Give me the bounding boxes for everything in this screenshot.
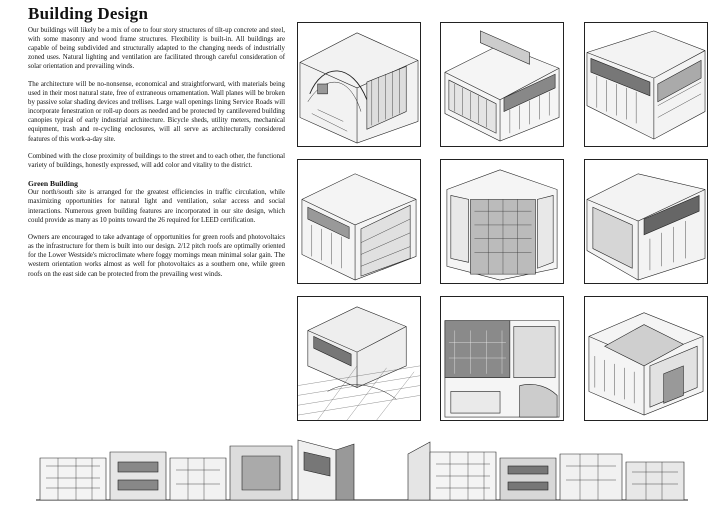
section-heading: Green Building bbox=[28, 178, 78, 188]
paragraph: Owners are encouraged to take advantage of opportunities for green roofs and photovoltaics as the infrastructure for them is built into our design. 2/12 pitch roofs are optimally oriented for the Lower Westside's microclimate where foggy mornings mean minimal solar gain. The western orientation works almost as well for photovoltaics as a southern one, while green roofs on the east side can be protected from the prevailing west winds. bbox=[28, 234, 285, 278]
paragraph: Our north/south site is arranged for the greatest efficiencies in traffic circulation, while maximizing opportunities for natural light and ventilation, solar access and social interactions. Numerous green building features are incorporated in our site design, which could provide as many as 10 points toward the 26 required for LEED certification. bbox=[28, 189, 285, 224]
paragraph: The architecture will be no-nonsense, economical and straightforward, with materials being used in their most natural state, free of extraneous ornamentation. Wall planes will be broken by passive solar shading devices and trellises. Large wall openings lining Service Roads will incorporate fenestration or roll-up doors as needed and be protected by cantilevered building canopies typical of early industrial architecture. Bicycle sheds, utility meters, mechanical equipment, trash and re-cycling enclosures, will all serve as architecturally considered features of this work-a-day site. bbox=[28, 80, 285, 143]
building-rendering-5 bbox=[440, 159, 564, 284]
building-rendering-7 bbox=[297, 296, 421, 421]
page-title: Building Design bbox=[28, 4, 149, 23]
building-rendering-1 bbox=[297, 22, 421, 147]
rendering-grid bbox=[297, 22, 708, 423]
paragraph: Our buildings will likely be a mix of one to four story structures of tilt-up concrete and steel, with some masonry and wood frame structures. Flexibility is built-in. All buildings are capable of being subdivided and structurally adapted to the changing needs of industrially zoned uses. Natural lighting and ventilation are facilitated through careful consideration of solar orientation and prevailing winds. bbox=[28, 27, 285, 71]
building-rendering-6 bbox=[584, 159, 708, 284]
paragraph: Combined with the close proximity of buildings to the street and to each other, the functional variety of buildings, honestly expressed, will add color and vitality to the district. bbox=[28, 153, 285, 170]
street-elevation-drawing bbox=[36, 436, 688, 502]
building-rendering-2 bbox=[440, 22, 564, 147]
text-column bbox=[28, 26, 285, 287]
building-rendering-4 bbox=[297, 159, 421, 284]
building-rendering-3 bbox=[584, 22, 708, 147]
building-rendering-8 bbox=[440, 296, 564, 421]
building-rendering-9 bbox=[584, 296, 708, 421]
